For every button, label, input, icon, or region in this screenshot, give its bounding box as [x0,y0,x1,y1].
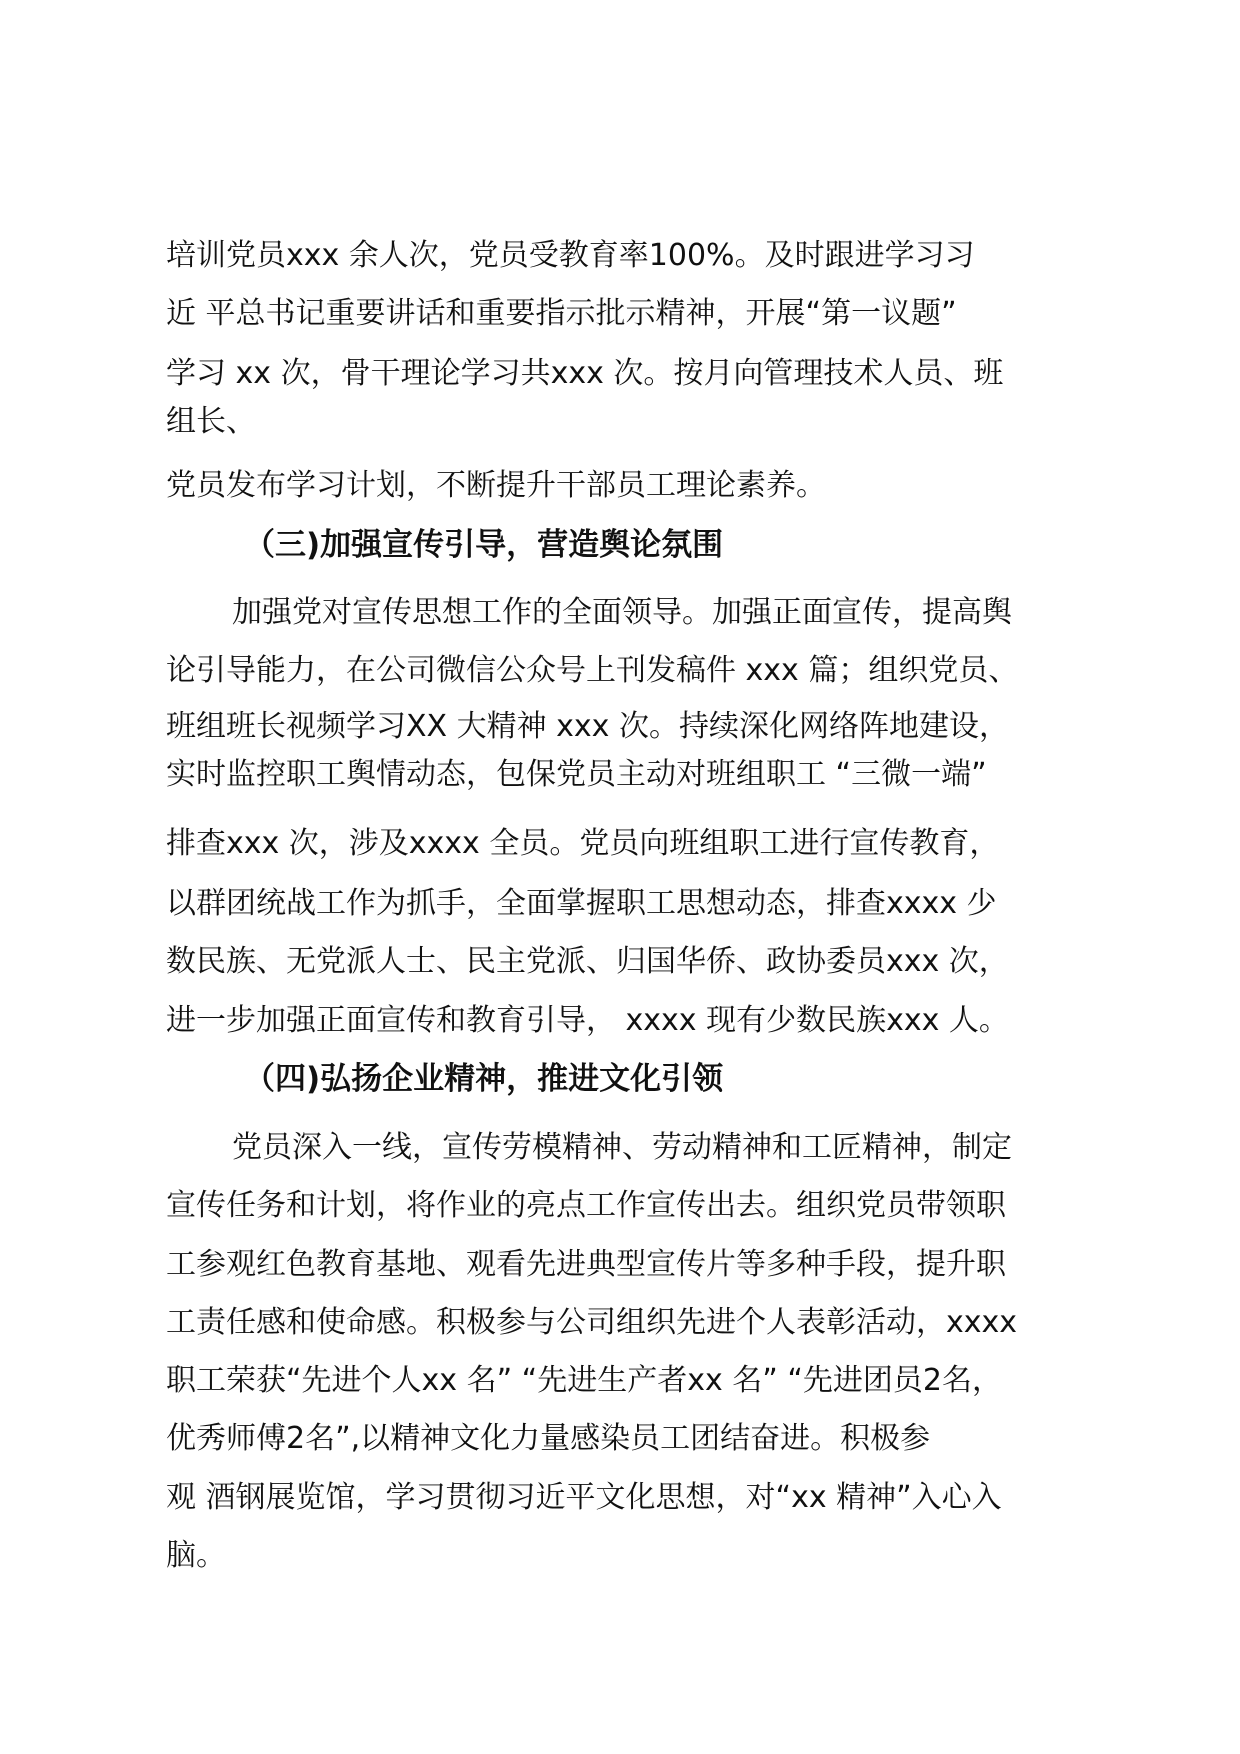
paragraph-line: 以群团统战工作为抓手，全面掌握职工思想动态，排查xxxx 少 [166,886,997,921]
paragraph-line: 学习 xx 次，骨干理论学习共xxx 次。按月向管理技术人员、班 [166,356,1004,391]
paragraph-line: 组长、 [166,404,256,439]
paragraph-line: 工参观红色教育基地、观看先进典型宣传片等多种手段，提升职 [166,1247,1006,1282]
paragraph-line: 论引导能力，在公司微信公众号上刊发稿件 xxx 篇；组织党员、 [166,653,1019,688]
paragraph-line: 宣传任务和计划，将作业的亮点工作宣传出去。组织党员带领职 [166,1188,1006,1223]
paragraph-line: 排查xxx 次，涉及xxxx 全员。党员向班组职工进行宣传教育， [166,826,1000,861]
paragraph-line: 党员深入一线，宣传劳模精神、劳动精神和工匠精神，制定 [232,1130,1012,1165]
paragraph-line: 观 酒钢展览馆，学习贯彻习近平文化思想，对“xx 精神”入心入 [166,1480,1002,1515]
document-page [166,0,1096,1754]
paragraph-line: 工责任感和使命感。积极参与公司组织先进个人表彰活动，xxxx [166,1305,1018,1340]
paragraph-line: 脑。 [166,1538,226,1573]
paragraph-line: 加强党对宣传思想工作的全面领导。加强正面宣传，提高舆 [232,595,1012,630]
section-heading-4: （四)弘扬企业精神，推进文化引领 [244,1061,724,1097]
paragraph-line: 党员发布学习计划，不断提升干部员工理论素养。 [166,468,826,503]
paragraph-line: 数民族、无党派人士、民主党派、归国华侨、政协委员xxx 次， [166,944,1009,979]
paragraph-line: 进一步加强正面宣传和教育引导， xxxx 现有少数民族xxx 人。 [166,1003,1009,1038]
paragraph-line: 近 平总书记重要讲话和重要指示批示精神，开展“第一议题” [166,296,957,331]
section-heading-3: （三)加强宣传引导，营造舆论氛围 [244,527,724,563]
paragraph-line: 培训党员xxx 余人次，党员受教育率100%。及时跟进学习习 [166,238,975,273]
paragraph-line: 班组班长视频学习XX 大精神 xxx 次。持续深化网络阵地建设， [166,709,1009,744]
paragraph-line: 职工荣获“先进个人xx 名” “先进生产者xx 名” “先进团员2名， [166,1363,1002,1398]
paragraph-line: 优秀师傅2名”,以精神文化力量感染员工团结奋进。积极参 [166,1421,931,1456]
paragraph-line: 实时监控职工舆情动态，包保党员主动对班组职工 “三微一端” [166,757,987,792]
